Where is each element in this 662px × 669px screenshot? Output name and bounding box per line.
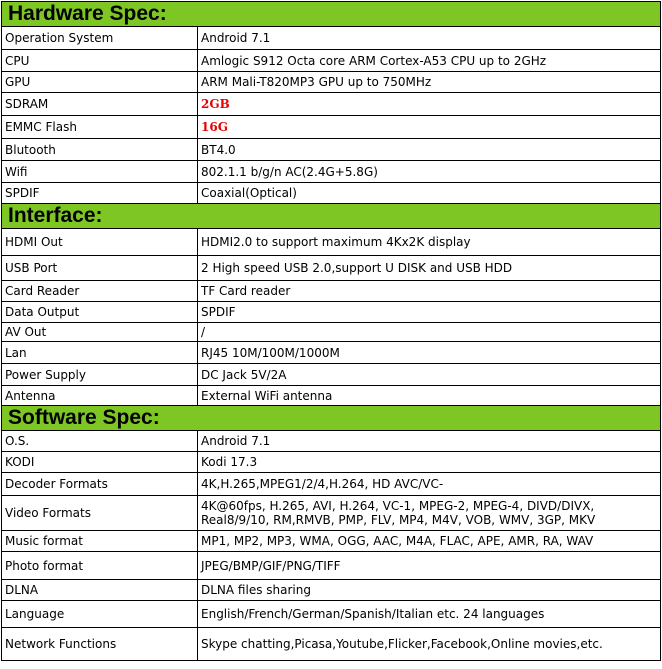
spec-value: RJ45 10M/100M/1000M [198, 342, 661, 364]
spec-row-gpu [2, 72, 661, 93]
spec-label: Antenna [2, 386, 198, 406]
spec-value: English/French/German/Spanish/Italian etc. 24 languages [198, 601, 661, 628]
spec-label: EMMC Flash [2, 116, 198, 139]
spec-row-cpu [2, 50, 661, 72]
spec-table-body [2, 2, 661, 661]
spec-label: SDRAM [2, 93, 198, 116]
spec-value: TF Card reader [198, 281, 661, 302]
spec-value: External WiFi antenna [198, 386, 661, 406]
spec-label: HDMI Out [2, 229, 198, 256]
spec-row-antenna [2, 386, 661, 406]
spec-value: DLNA files sharing [198, 580, 661, 601]
spec-value: Coaxial(Optical) [198, 183, 661, 204]
spec-value: MP1, MP2, MP3, WMA, OGG, AAC, M4A, FLAC, APE, AMR, RA, WAV [198, 531, 661, 552]
spec-value: 2 High speed USB 2.0,support U DISK and USB HDD [198, 256, 661, 281]
spec-value: Skype chatting,Picasa,Youtube,Flicker,Facebook,Online movies,etc. [198, 628, 661, 661]
spec-value: 2GB [198, 93, 661, 116]
spec-label: Language [2, 601, 198, 628]
spec-label: CPU [2, 50, 198, 72]
spec-row-photo-format [2, 552, 661, 580]
spec-value: BT4.0 [198, 139, 661, 161]
spec-value: 4K@60fps, H.265, AVI, H.264, VC-1, MPEG-2, MPEG-4, DIVD/DIVX, Real8/9/10, RM,RMVB, PMP, FLV, MP4, M4V, VOB, WMV, 3GP, MKV [198, 496, 661, 531]
spec-label: Photo format [2, 552, 198, 580]
software-spec-header-row [2, 406, 661, 431]
spec-value: Android 7.1 [198, 27, 661, 50]
spec-value: 16G [198, 116, 661, 139]
spec-row-power-supply [2, 364, 661, 386]
spec-label: AV Out [2, 323, 198, 342]
spec-row-sdram [2, 93, 661, 116]
spec-value: Android 7.1 [198, 431, 661, 452]
spec-label: SPDIF [2, 183, 198, 204]
spec-row-o-s [2, 431, 661, 452]
spec-label: DLNA [2, 580, 198, 601]
spec-value: / [198, 323, 661, 342]
spec-label: Card Reader [2, 281, 198, 302]
spec-row-operation-system [2, 27, 661, 50]
spec-value: DC Jack 5V/2A [198, 364, 661, 386]
spec-value: HDMI2.0 to support maximum 4Kx2K display [198, 229, 661, 256]
spec-value: JPEG/BMP/GIF/PNG/TIFF [198, 552, 661, 580]
spec-row-dlna [2, 580, 661, 601]
spec-row-music-format [2, 531, 661, 552]
spec-row-lan [2, 342, 661, 364]
spec-table [1, 1, 661, 661]
interface-header-row [2, 204, 661, 229]
spec-row-video-formats [2, 496, 661, 531]
spec-value: Kodi 17.3 [198, 452, 661, 473]
spec-row-spdif [2, 183, 661, 204]
spec-label: Network Functions [2, 628, 198, 661]
spec-label: Blutooth [2, 139, 198, 161]
spec-row-decoder-formats [2, 473, 661, 496]
spec-row-card-reader [2, 281, 661, 302]
spec-label: Operation System [2, 27, 198, 50]
spec-label: Data Output [2, 302, 198, 323]
spec-row-language [2, 601, 661, 628]
spec-label: Decoder Formats [2, 473, 198, 496]
spec-value: ARM Mali-T820MP3 GPU up to 750MHz [198, 72, 661, 93]
spec-row-emmc-flash [2, 116, 661, 139]
spec-label: O.S. [2, 431, 198, 452]
spec-value: 4K,H.265,MPEG1/2/4,H.264, HD AVC/VC- [198, 473, 661, 496]
spec-value: 802.1.1 b/g/n AC(2.4G+5.8G) [198, 161, 661, 183]
hardware-spec-header-row [2, 2, 661, 27]
spec-label: Power Supply [2, 364, 198, 386]
section-title: Hardware Spec: [2, 2, 661, 27]
spec-row-kodi [2, 452, 661, 473]
spec-label: KODI [2, 452, 198, 473]
spec-row-av-out [2, 323, 661, 342]
spec-label: Lan [2, 342, 198, 364]
section-title: Software Spec: [2, 406, 661, 431]
spec-label: Video Formats [2, 496, 198, 531]
spec-label: Music format [2, 531, 198, 552]
spec-label: USB Port [2, 256, 198, 281]
spec-label: GPU [2, 72, 198, 93]
spec-row-network-functions [2, 628, 661, 661]
spec-value: SPDIF [198, 302, 661, 323]
spec-row-usb-port [2, 256, 661, 281]
spec-row-blutooth [2, 139, 661, 161]
spec-label: Wifi [2, 161, 198, 183]
spec-row-data-output [2, 302, 661, 323]
spec-row-hdmi-out [2, 229, 661, 256]
spec-value: Amlogic S912 Octa core ARM Cortex-A53 CPU up to 2GHz [198, 50, 661, 72]
section-title: Interface: [2, 204, 661, 229]
spec-row-wifi [2, 161, 661, 183]
